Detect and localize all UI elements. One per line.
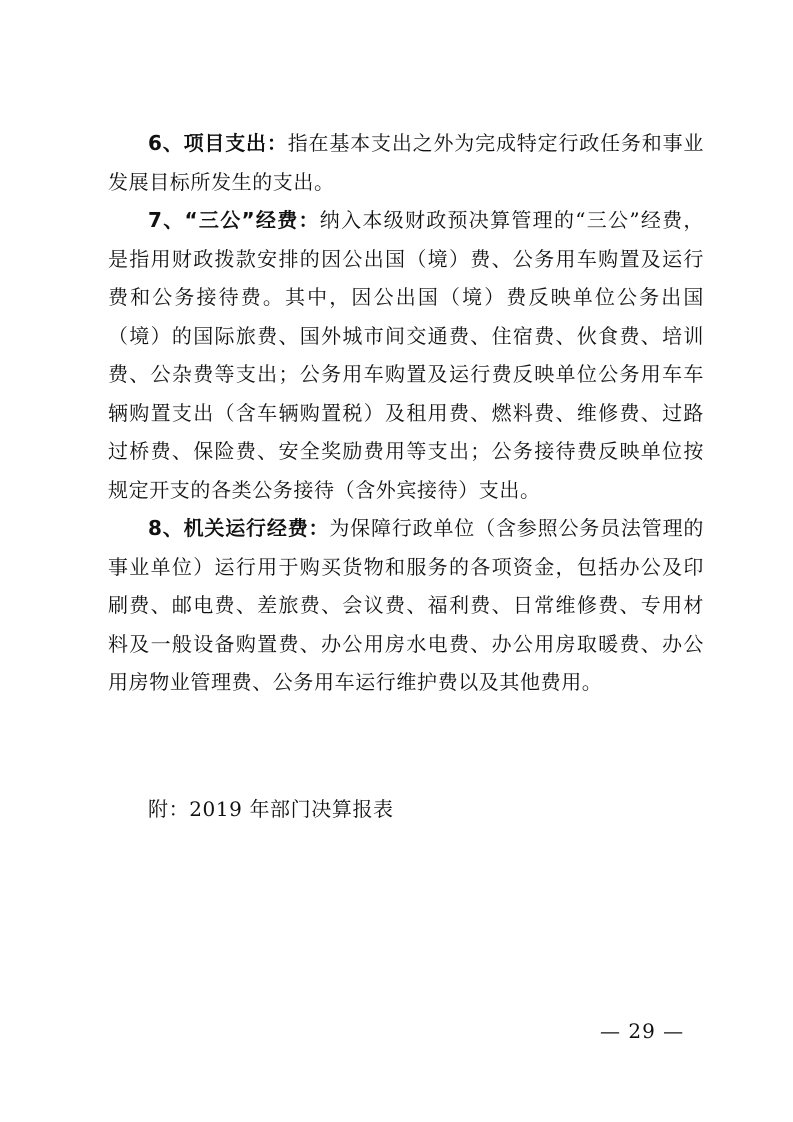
definition-project-expenditure bbox=[108, 124, 704, 201]
definitions-section bbox=[108, 124, 704, 702]
definition-term: 8、机关运行经费： bbox=[148, 516, 330, 540]
definition-term: 7、“三公”经费： bbox=[148, 208, 320, 232]
definition-text: 纳入本级财政预决算管理的“三公”经费，是指用财政拨款安排的因公出国（境）费、公务用车购置及运行费和公务接待费。其中，因公出国（境）费反映单位公务出国（境）的国际旅费、国外城市间交通费、住宿费、伙食费、培训费、公杂费等支出；公务用车购置及运行费反映单位公务用车车辆购置支出（含车辆购置税）及租用费、燃料费、维修费、过路过桥费、保险费、安全奖励费用等支出；公务接待费反映单位按规定开支的各类公务接待（含外宾接待）支出。 bbox=[108, 208, 704, 502]
definition-three-public-expenses bbox=[108, 201, 704, 509]
definition-agency-operating-expenses bbox=[108, 509, 704, 702]
page-number: — 29 — bbox=[600, 1019, 685, 1043]
definition-text: 为保障行政单位（含参照公务员法管理的事业单位）运行用于购买货物和服务的各项资金，包括办公及印刷费、邮电费、差旅费、会议费、福利费、日常维修费、专用材料及一般设备购置费、办公用房水电费、办公用房取暖费、办公用房物业管理费、公务用车运行维护费以及其他费用。 bbox=[108, 516, 704, 694]
attachment-note: 附：2019 年部门决算报表 bbox=[148, 797, 394, 821]
definition-text: 指在基本支出之外为完成特定行政任务和事业发展目标所发生的支出。 bbox=[108, 131, 704, 194]
definition-term: 6、项目支出： bbox=[148, 131, 288, 155]
